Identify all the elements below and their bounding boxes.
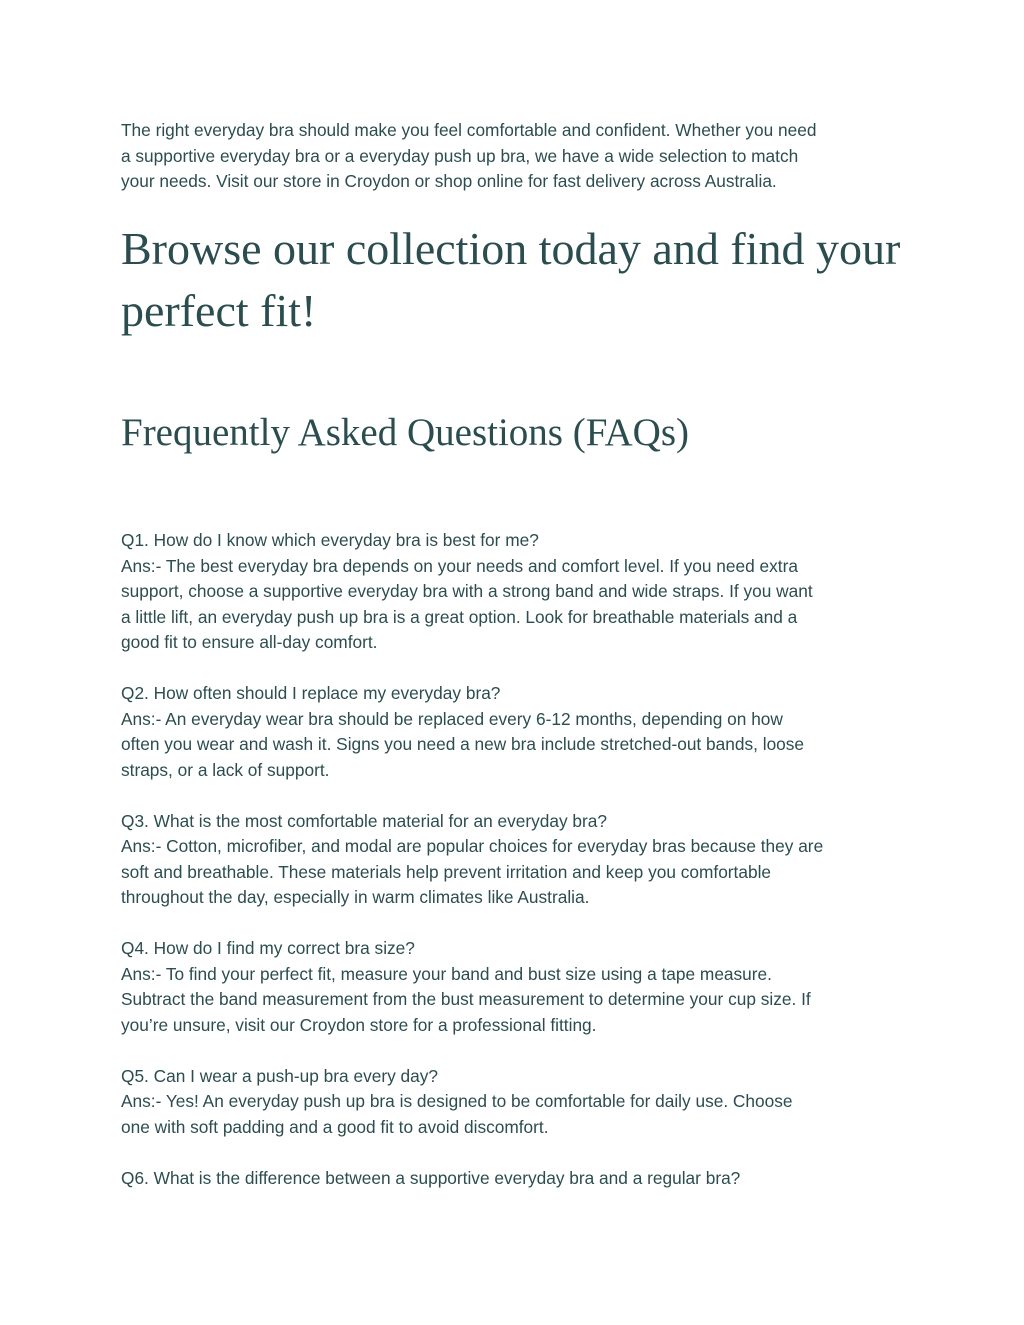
faq-answer-line: Subtract the band measurement from the bust measurement to determine your cup size. If — [121, 989, 811, 1009]
faq-question: Q4. How do I find my correct bra size? — [121, 938, 415, 958]
heading-line: Browse our collection today and find your — [121, 223, 901, 274]
faq-item-q6 — [121, 1166, 911, 1192]
heading-line: perfect fit! — [121, 285, 317, 336]
faq-answer-line: a little lift, an everyday push up bra is a great option. Look for breathable materials and a — [121, 606, 798, 627]
intro-line: a supportive everyday bra or a everyday push up bra, we have a wide selection to match — [121, 145, 799, 166]
faq-item-q2 — [121, 681, 911, 783]
faq-answer-line: Ans:- Cotton, microfiber, and modal are popular choices for everyday bras because they are — [121, 836, 824, 856]
browse-collection-heading — [121, 218, 900, 342]
faq-answer-line: often you wear and wash it. Signs you need a new bra include stretched-out bands, loose — [121, 734, 805, 754]
faq-answer-line: soft and breathable. These materials help prevent irritation and keep you comfortable — [121, 861, 772, 882]
faq-answer-line: good fit to ensure all-day comfort. — [121, 632, 378, 652]
faq-answer-line: Ans:- To find your perfect fit, measure your band and bust size using a tape measure. — [121, 963, 772, 984]
faq-answer-line: you’re unsure, visit our Croydon store for a professional fitting. — [121, 1014, 597, 1035]
faq-answer-line: Ans:- An everyday wear bra should be replaced every 6-12 months, depending on how — [121, 708, 783, 729]
faq-item-q1 — [121, 528, 911, 656]
faq-answer-line: one with soft padding and a good fit to avoid discomfort. — [121, 1116, 549, 1137]
faq-item-q3 — [121, 809, 911, 911]
faq-question: Q1. How do I know which everyday bra is best for me? — [121, 530, 539, 550]
faq-question: Q6. What is the difference between a supportive everyday bra and a regular bra? — [121, 1167, 741, 1188]
faq-question: Q5. Can I wear a push-up bra every day? — [121, 1065, 438, 1086]
faq-answer-line: Ans:- Yes! An everyday push up bra is designed to be comfortable for daily use. Choose — [121, 1091, 793, 1111]
faq-answer-line: support, choose a supportive everyday bra with a strong band and wide straps. If you want — [121, 581, 813, 601]
faq-heading: Frequently Asked Questions (FAQs) — [121, 411, 689, 454]
intro-line: your needs. Visit our store in Croydon or shop online for fast delivery across Australia. — [121, 171, 777, 191]
document-page — [121, 118, 911, 1188]
faq-question: Q2. How often should I replace my everyday bra? — [121, 683, 501, 703]
faq-question: Q3. What is the most comfortable material for an everyday bra? — [121, 810, 608, 831]
faq-item-q5 — [121, 1064, 911, 1141]
faq-answer-line: throughout the day, especially in warm climates like Australia. — [121, 887, 590, 907]
faq-answer-line: Ans:- The best everyday bra depends on your needs and comfort level. If you need extra — [121, 555, 798, 576]
intro-line: The right everyday bra should make you feel comfortable and confident. Whether you need — [121, 120, 817, 140]
intro-paragraph — [121, 118, 911, 195]
faq-item-q4 — [121, 936, 911, 1038]
faq-list — [121, 528, 911, 1217]
faq-answer-line: straps, or a lack of support. — [121, 759, 330, 780]
